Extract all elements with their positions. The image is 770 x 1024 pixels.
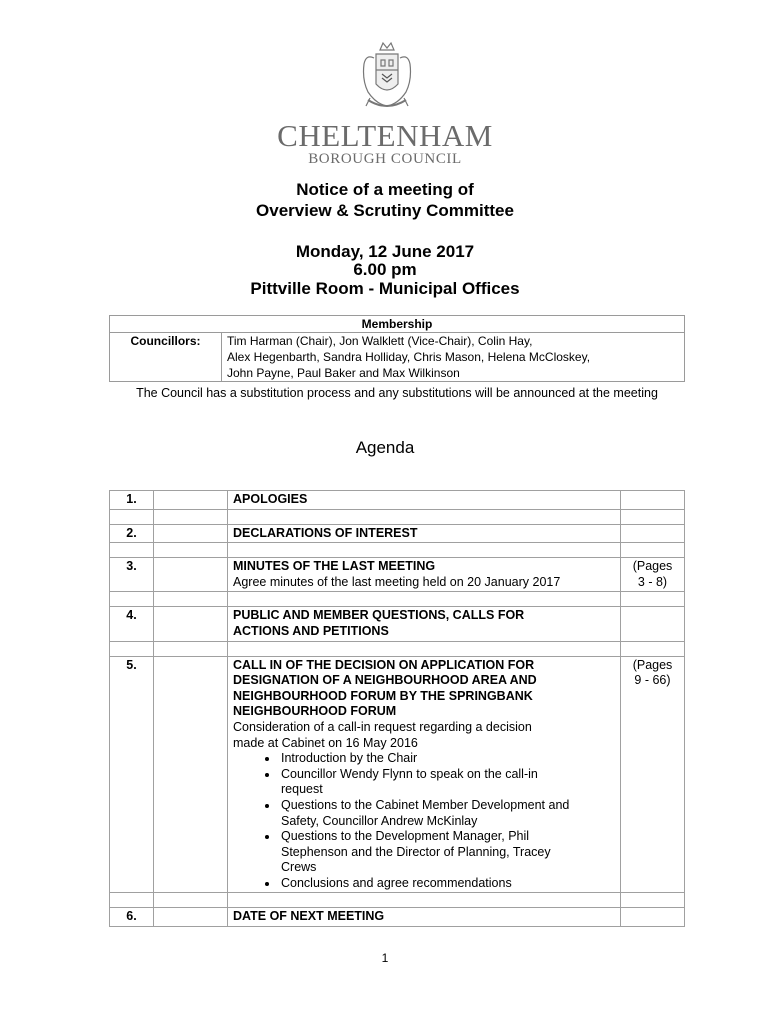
agenda-heading: Agenda (355, 438, 415, 457)
notice-line-1: Notice of a meeting of (296, 180, 474, 199)
bullet-item: • Conclusions and agree recommendations (279, 876, 615, 892)
councillors-line: Alex Hegenbarth, Sandra Holliday, Chris Mason, Helena McCloskey, (227, 350, 591, 364)
bullet-item: • Introduction by the Chair (279, 751, 615, 767)
meeting-date: Monday, 12 June 2017 (295, 242, 475, 261)
item-title: CALL IN OF THE DECISION ON APPLICATION FOR (233, 657, 535, 672)
item-title: MINUTES OF THE LAST MEETING (233, 559, 436, 574)
councillors-list (222, 333, 685, 382)
item-title: NEIGHBOURHOOD FORUM (233, 704, 397, 719)
item-title: DESIGNATION OF A NEIGHBOURHOOD AREA AND (233, 673, 537, 688)
item-title: DECLARATIONS OF INTEREST (233, 525, 418, 540)
item-description: Consideration of a call-in request regarding a decision (233, 719, 532, 734)
item-number: 2. (110, 524, 154, 543)
item-title: APOLOGIES (233, 492, 308, 506)
agenda-item (110, 656, 685, 893)
substitution-note: The Council has a substitution process and any substitutions will be announced at the meeting (136, 386, 658, 400)
item-body (228, 908, 621, 927)
item-pages: (Pages 3 - 8) (621, 558, 685, 592)
agenda-table (109, 490, 685, 927)
item-title: ACTIONS AND PETITIONS (233, 623, 389, 638)
agenda-item (110, 524, 685, 543)
item-number: 4. (110, 607, 154, 641)
agenda-item (110, 607, 685, 641)
item-body (228, 491, 621, 510)
item-description: made at Cabinet on 16 May 2016 (233, 735, 418, 750)
agenda-item (110, 908, 685, 927)
bullet-item: • Questions to the Cabinet Member Development and Safety, Councillor Andrew McKinlay (279, 798, 615, 829)
bullet-item: • Questions to the Development Manager, Phil Stephenson and the Director of Planning, Tracey Crews (279, 829, 615, 876)
item-pages: (Pages 9 - 66) (621, 656, 685, 893)
item-title: DATE OF NEXT MEETING (233, 909, 385, 924)
item-number: 1. (110, 491, 154, 510)
councillors-line: Tim Harman (Chair), Jon Walklett (Vice-Chair), Colin Hay, (227, 334, 533, 348)
membership-heading: Membership (110, 316, 685, 333)
item-description: Agree minutes of the last meeting held on 20 January 2017 (233, 574, 561, 589)
council-name: CHELTENHAM (277, 118, 493, 153)
meeting-time: 6.00 pm (353, 260, 417, 279)
item-body (228, 558, 621, 592)
bullet-item: • Councillor Wendy Flynn to speak on the call-in request (279, 767, 615, 798)
membership-table (109, 315, 685, 382)
item-number: 5. (110, 656, 154, 893)
committee-name: Overview & Scrutiny Committee (256, 201, 514, 220)
item-bullet-list (233, 751, 615, 891)
item-body (228, 656, 621, 893)
councillors-label: Councillors: (110, 333, 222, 382)
council-subtitle: BOROUGH COUNCIL (308, 151, 462, 167)
item-body (228, 524, 621, 543)
item-title: PUBLIC AND MEMBER QUESTIONS, CALLS FOR (233, 608, 525, 623)
meeting-venue: Pittville Room - Municipal Offices (250, 279, 520, 298)
agenda-item (110, 558, 685, 592)
item-title: NEIGHBOURHOOD FORUM BY THE SPRINGBANK (233, 688, 533, 703)
councillors-line: John Payne, Paul Baker and Max Wilkinson (227, 366, 460, 380)
item-number: 6. (110, 908, 154, 927)
item-body (228, 607, 621, 641)
council-crest-logo (354, 40, 420, 120)
agenda-item (110, 491, 685, 510)
page-number: 1 (381, 951, 389, 965)
item-number: 3. (110, 558, 154, 592)
